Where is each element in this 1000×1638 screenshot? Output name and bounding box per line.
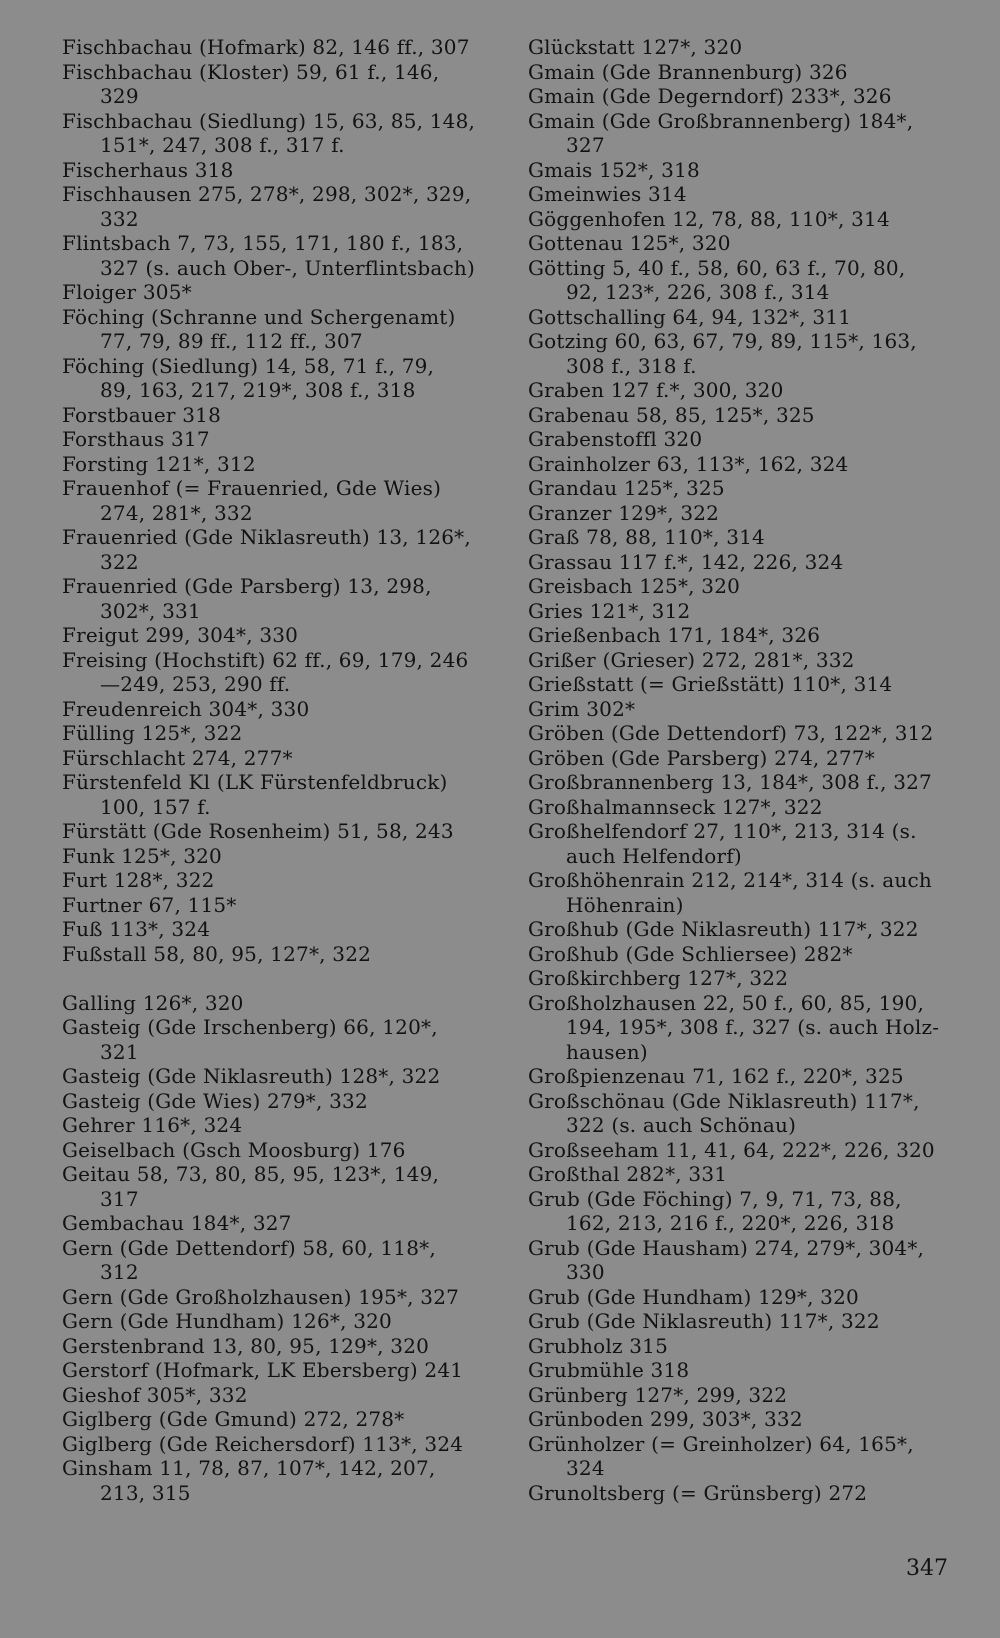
index-entry-line: Fürstätt (Gde Rosenheim) 51, 58, 243 [62, 819, 454, 843]
index-entry [62, 893, 492, 918]
index-entry [62, 1211, 492, 1236]
index-entry [62, 746, 492, 771]
index-entry-line: Gottschalling 64, 94, 132*, 311 [528, 304, 852, 329]
index-entry-line: Gmain (Gde Brannenburg) 326 [528, 59, 848, 84]
index-entry [62, 1309, 492, 1334]
index-entry-line: 317 [100, 1186, 139, 1211]
index-entry-line: Gmain (Gde Großbrannenberg) 184*, [528, 108, 914, 133]
index-entry-line: Gmeinwies 314 [528, 182, 687, 206]
index-entry [528, 1162, 960, 1187]
index-entry-line: Geiselbach (Gsch Moosburg) 176 [62, 1137, 406, 1162]
right-index-column [528, 35, 960, 1505]
index-entry-line: Großpienzenau 71, 162 f., 220*, 325 [528, 1064, 904, 1088]
index-entry [528, 452, 960, 477]
left-index-column [62, 35, 492, 1505]
index-entry-line: Fischbachau (Kloster) 59, 61 f., 146, [62, 59, 440, 84]
index-entry-line: 274, 281*, 332 [100, 500, 253, 525]
index-entry-line: Fischerhaus 318 [62, 157, 234, 182]
index-entry [528, 1309, 960, 1334]
index-entry [62, 1285, 492, 1310]
index-entry [62, 231, 492, 280]
index-entry-line: Großholzhausen 22, 50 f., 60, 85, 190, [528, 990, 925, 1015]
index-entry [62, 158, 492, 183]
index-entry [528, 672, 960, 697]
index-entry [62, 844, 492, 869]
index-entry-line: Grunoltsberg (= Grünsberg) 272 [528, 1480, 868, 1505]
index-entry-line: —249, 253, 290 ff. [100, 672, 291, 696]
index-entry-line: Gerstorf (Hofmark, LK Ebersberg) 241 [62, 1358, 464, 1382]
index-entry-line: Freudenreich 304*, 330 [62, 696, 310, 721]
index-entry-line: Granzer 129*, 322 [528, 500, 720, 525]
index-entry-line: auch Helfendorf) [566, 843, 742, 868]
index-entry [62, 697, 492, 722]
index-entry [62, 819, 492, 844]
index-entry [62, 1407, 492, 1432]
index-entry-line: Gieshof 305*, 332 [62, 1382, 248, 1407]
index-entry-line: Geitau 58, 73, 80, 85, 95, 123*, 149, [62, 1162, 440, 1186]
index-entry [528, 35, 960, 60]
index-entry-line: Grub (Gde Hausham) 274, 279*, 304*, [528, 1235, 925, 1260]
index-entry-line: 332 [100, 206, 139, 231]
index-entry-line: Götting 5, 40 f., 58, 60, 63 f., 70, 80, [528, 255, 906, 280]
index-entry-line: Frauenhof (= Frauenried, Gde Wies) [62, 476, 442, 500]
index-entry-line: Fürschlacht 274, 277* [62, 745, 293, 770]
index-entry [62, 1162, 492, 1211]
index-entry [62, 721, 492, 746]
index-entry [528, 574, 960, 599]
index-entry [62, 525, 492, 574]
index-entry [62, 1456, 492, 1505]
index-entry [528, 770, 960, 795]
index-entry-line: Grünberg 127*, 299, 322 [528, 1382, 788, 1407]
index-entry-line: Gasteig (Gde Irschenberg) 66, 120*, [62, 1015, 438, 1039]
index-entry [62, 476, 492, 525]
index-entry [528, 623, 960, 648]
index-entry [528, 403, 960, 428]
index-entry [528, 1432, 960, 1481]
index-entry [528, 1383, 960, 1408]
index-entry [528, 329, 960, 378]
index-entry-line: Gern (Gde Hundham) 126*, 320 [62, 1309, 392, 1333]
index-entry [62, 770, 492, 819]
index-entry-line: Fischbachau (Hofmark) 82, 146 ff., 307 [62, 35, 470, 59]
index-entry [528, 1064, 960, 1089]
index-entry-line: 308 f., 318 f. [566, 353, 697, 378]
index-entry-line: Gembachau 184*, 327 [62, 1211, 292, 1235]
index-entry [528, 1187, 960, 1236]
index-entry-line: Großseeham 11, 41, 64, 222*, 226, 320 [528, 1137, 935, 1162]
index-entry [62, 427, 492, 452]
index-entry [62, 1334, 492, 1359]
index-entry-line: 89, 163, 217, 219*, 308 f., 318 [100, 378, 416, 402]
index-entry-line: Gasteig (Gde Niklasreuth) 128*, 322 [62, 1064, 441, 1088]
index-entry [528, 305, 960, 330]
index-entry [528, 917, 960, 942]
index-entry-line: Floiger 305* [62, 280, 192, 304]
index-entry-line: Forsting 121*, 312 [62, 451, 256, 476]
index-entry-line: Grießstatt (= Grießstätt) 110*, 314 [528, 672, 893, 696]
index-entry-line: Forsthaus 317 [62, 427, 210, 451]
index-entry-line: Grassau 117 f.*, 142, 226, 324 [528, 549, 844, 574]
section-gap [62, 966, 492, 991]
index-entry [62, 868, 492, 893]
index-entry [62, 942, 492, 967]
index-entry [528, 158, 960, 183]
index-entry [62, 35, 492, 60]
index-entry [62, 574, 492, 623]
index-entry [62, 1113, 492, 1138]
index-entry [528, 109, 960, 158]
index-entry-line: Grubholz 315 [528, 1333, 669, 1358]
index-entry-line: Gröben (Gde Parsberg) 274, 277* [528, 745, 875, 770]
index-entry-line: Grub (Gde Föching) 7, 9, 71, 73, 88, [528, 1186, 902, 1211]
index-entry-line: Greisbach 125*, 320 [528, 574, 741, 598]
index-entry-line: Großbrannenberg 13, 184*, 308 f., 327 [528, 770, 932, 794]
index-entry [528, 721, 960, 746]
page-number: 347 [906, 1556, 948, 1581]
index-entry [528, 501, 960, 526]
index-entry-line: 92, 123*, 226, 308 f., 314 [566, 280, 830, 304]
index-entry-line: 312 [100, 1260, 139, 1284]
index-entry-line: Forstbauer 318 [62, 402, 222, 427]
index-entry [528, 1089, 960, 1138]
index-entry [528, 84, 960, 109]
index-entry-line: Großhelfendorf 27, 110*, 213, 314 (s. [528, 819, 917, 843]
index-entry-line: 213, 315 [100, 1480, 191, 1505]
index-entry [62, 1358, 492, 1383]
index-entry [62, 991, 492, 1016]
index-entry-line: 302*, 331 [100, 598, 201, 623]
index-entry [528, 256, 960, 305]
index-entry [528, 60, 960, 85]
index-entry [528, 231, 960, 256]
index-entry-line: 327 (s. auch Ober-, Unterflintsbach) [100, 255, 475, 280]
index-entry-line: Grub (Gde Hundham) 129*, 320 [528, 1284, 859, 1309]
index-entry [528, 427, 960, 452]
index-entry [62, 1015, 492, 1064]
index-entry [62, 1383, 492, 1408]
index-entry-line: Gasteig (Gde Wies) 279*, 332 [62, 1088, 368, 1113]
index-entry-line: Graben 127 f.*, 300, 320 [528, 378, 784, 402]
index-entry-line: Höhenrain) [566, 892, 684, 917]
index-entry-line: Großschönau (Gde Niklasreuth) 117*, [528, 1088, 920, 1113]
index-entry [528, 819, 960, 868]
index-entry-line: Gmain (Gde Degerndorf) 233*, 326 [528, 84, 892, 108]
index-entry-line: Frauenried (Gde Niklasreuth) 13, 126*, [62, 525, 471, 549]
index-entry [62, 60, 492, 109]
index-entry-line: 327 [566, 133, 605, 157]
index-entry [528, 1285, 960, 1310]
index-entry-line: Galling 126*, 320 [62, 990, 244, 1015]
index-entry [528, 525, 960, 550]
index-entry-line: Göggenhofen 12, 78, 88, 110*, 314 [528, 206, 890, 231]
index-entry-line: Grabenstoffl 320 [528, 427, 703, 451]
index-entry-line: Grünholzer (= Greinholzer) 64, 165*, [528, 1431, 914, 1456]
index-entry-line: Großhub (Gde Schliersee) 282* [528, 941, 853, 966]
index-entry [62, 280, 492, 305]
index-entry-line: Gries 121*, 312 [528, 598, 691, 623]
index-entry-line: 322 (s. auch Schönau) [566, 1113, 797, 1137]
index-entry [528, 1407, 960, 1432]
index-entry [528, 746, 960, 771]
index-entry-line: Grabenau 58, 85, 125*, 325 [528, 402, 815, 427]
index-entry-line: Freigut 299, 304*, 330 [62, 623, 299, 647]
index-entry [62, 917, 492, 942]
index-entry-line: Großthal 282*, 331 [528, 1162, 728, 1186]
index-entry [528, 1358, 960, 1383]
index-entry-line: 162, 213, 216 f., 220*, 226, 318 [566, 1211, 895, 1235]
index-entry [528, 942, 960, 967]
index-entry [528, 868, 960, 917]
index-entry [62, 305, 492, 354]
index-entry-line: Ginsham 11, 78, 87, 107*, 142, 207, [62, 1456, 436, 1480]
index-entry [528, 966, 960, 991]
index-entry [528, 550, 960, 575]
index-entry-line: Großhöhenrain 212, 214*, 314 (s. auch [528, 868, 932, 892]
index-entry [62, 1432, 492, 1457]
index-entry-line: Großhub (Gde Niklasreuth) 117*, 322 [528, 917, 919, 941]
index-entry-line: Fülling 125*, 322 [62, 721, 243, 745]
index-entry-line: Gerstenbrand 13, 80, 95, 129*, 320 [62, 1333, 430, 1358]
index-entry-line: Gottenau 125*, 320 [528, 231, 731, 255]
index-entry-line: Fürstenfeld Kl (LK Fürstenfeldbruck) [62, 770, 448, 794]
index-entry-line: Gotzing 60, 63, 67, 79, 89, 115*, 163, [528, 329, 917, 353]
index-entry [62, 1236, 492, 1285]
index-entry-line: 324 [566, 1456, 605, 1480]
index-entry-line: Grubmühle 318 [528, 1358, 690, 1382]
index-entry [62, 182, 492, 231]
index-entry-line: Großhalmannseck 127*, 322 [528, 794, 823, 819]
index-entry-line: Fischhausen 275, 278*, 298, 302*, 329, [62, 182, 472, 206]
index-entry-line: Grandau 125*, 325 [528, 476, 725, 500]
index-entry [528, 378, 960, 403]
index-entry-line: Großkirchberg 127*, 322 [528, 966, 789, 990]
index-entry [62, 648, 492, 697]
index-entry [528, 476, 960, 501]
index-entry-line: Gmais 152*, 318 [528, 157, 700, 182]
index-entry-line: Frauenried (Gde Parsberg) 13, 298, [62, 574, 432, 598]
index-entry [528, 599, 960, 624]
index-entry-line: 77, 79, 89 ff., 112 ff., 307 [100, 329, 363, 353]
index-entry [62, 1064, 492, 1089]
index-entry-line: Giglberg (Gde Gmund) 272, 278* [62, 1407, 405, 1431]
index-entry-line: 100, 157 f. [100, 794, 211, 819]
index-entry-line: Grub (Gde Niklasreuth) 117*, 322 [528, 1309, 880, 1333]
index-entry-line: Graß 78, 88, 110*, 314 [528, 525, 765, 549]
index-entry [528, 795, 960, 820]
index-entry-line: Giglberg (Gde Reichersdorf) 113*, 324 [62, 1431, 464, 1456]
index-entry-line: Gern (Gde Großholzhausen) 195*, 327 [62, 1284, 460, 1309]
index-entry [62, 623, 492, 648]
index-entry-line: 329 [100, 84, 139, 108]
index-entry-line: Furt 128*, 322 [62, 868, 215, 892]
index-entry-line: 321 [100, 1039, 139, 1064]
index-entry [528, 648, 960, 673]
index-entry [528, 1334, 960, 1359]
index-entry-line: Freising (Hochstift) 62 ff., 69, 179, 246 [62, 647, 469, 672]
index-entry-line: Fuß 113*, 324 [62, 917, 211, 941]
index-entry-line: Flintsbach 7, 73, 155, 171, 180 f., 183, [62, 231, 464, 255]
index-entry-line: Fischbachau (Siedlung) 15, 63, 85, 148, [62, 108, 476, 133]
index-entry [62, 1089, 492, 1114]
index-entry-line: Furtner 67, 115* [62, 892, 237, 917]
index-entry [62, 403, 492, 428]
index-entry-line: Grießenbach 171, 184*, 326 [528, 623, 821, 647]
index-entry-line: Grünboden 299, 303*, 332 [528, 1407, 803, 1431]
index-entry-line: Funk 125*, 320 [62, 843, 222, 868]
index-entry-line: 151*, 247, 308 f., 317 f. [100, 133, 345, 157]
index-entry-line: Glückstatt 127*, 320 [528, 35, 743, 59]
index-entry-line: 194, 195*, 308 f., 327 (s. auch Holz- [566, 1015, 940, 1039]
index-entry [62, 354, 492, 403]
index-entry [528, 697, 960, 722]
index-entry [528, 991, 960, 1065]
index-entry [62, 452, 492, 477]
index-entry [528, 207, 960, 232]
index-entry [62, 1138, 492, 1163]
index-entry-line: Grainholzer 63, 113*, 162, 324 [528, 451, 849, 476]
index-entry-line: Grim 302* [528, 696, 636, 721]
index-entry-line: 322 [100, 549, 139, 574]
index-entry-line: Föching (Siedlung) 14, 58, 71 f., 79, [62, 353, 435, 378]
index-entry [528, 1138, 960, 1163]
index-entry-line: Gröben (Gde Dettendorf) 73, 122*, 312 [528, 721, 934, 745]
index-entry [528, 1481, 960, 1506]
index-entry-line: Gern (Gde Dettendorf) 58, 60, 118*, [62, 1235, 436, 1260]
index-entry-line: Fußstall 58, 80, 95, 127*, 322 [62, 941, 372, 966]
index-entry [528, 1236, 960, 1285]
index-entry-line: Föching (Schranne und Schergenamt) [62, 304, 456, 329]
index-entry-line: 330 [566, 1260, 605, 1284]
index-entry-line: Gehrer 116*, 324 [62, 1113, 243, 1137]
index-entry [62, 109, 492, 158]
index-entry [528, 182, 960, 207]
index-entry-line: Grißer (Grieser) 272, 281*, 332 [528, 647, 855, 672]
index-entry-line: hausen) [566, 1039, 648, 1064]
